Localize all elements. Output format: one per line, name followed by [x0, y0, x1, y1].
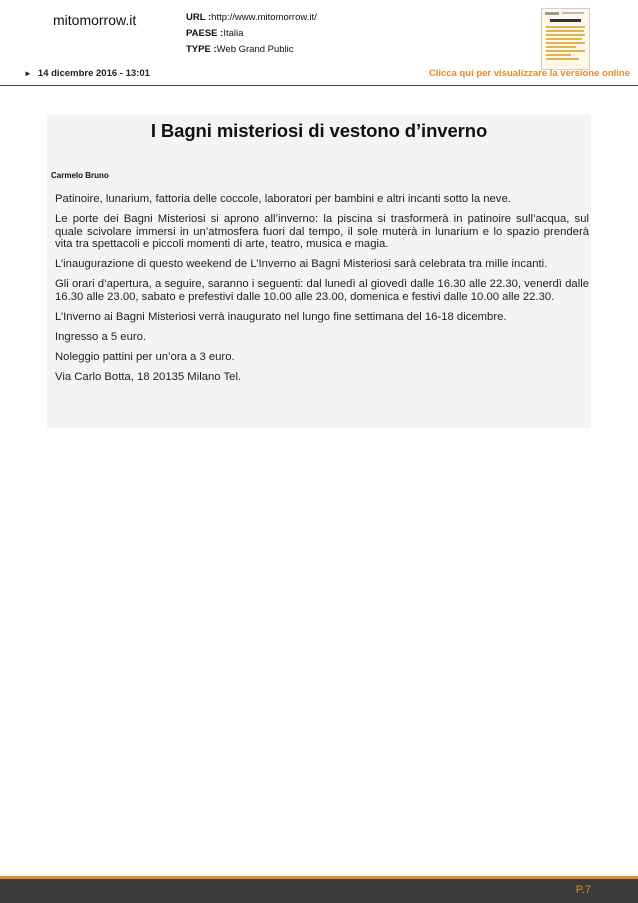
meta-country: [186, 26, 317, 42]
article-body: [55, 193, 589, 391]
meta-url-key: URL :: [186, 12, 212, 23]
meta-type-key: TYPE :: [186, 44, 217, 55]
header-divider: [0, 85, 638, 86]
thumbnail-line: [546, 30, 584, 32]
meta-country-key: PAESE :: [186, 28, 224, 39]
play-arrow-icon: ►: [24, 69, 32, 78]
thumbnail-line: [546, 26, 585, 28]
thumbnail-line: [546, 46, 576, 48]
article-paragraph: Gli orari d’apertura, a seguire, saranno i seguenti: dal lunedì al giovedì dalle 16.30 alle 22.30, venerdì dalle 16.30 alle 23.00, sabato e prefestivi dalle 10.00 alle 23.00, domenica e festivi dalle 10.00 alle 22.30.: [55, 278, 589, 303]
thumbnail-line: [546, 50, 585, 52]
article-paragraph: Via Carlo Botta, 18 20135 Milano Tel.: [55, 370, 242, 383]
source-name: mitomorrow.it: [53, 12, 137, 28]
article-paragraph: Noleggio pattini per un’ora a 3 euro.: [55, 350, 235, 363]
article-paragraph: L’inaugurazione di questo weekend de L’Inverno ai Bagni Misteriosi sarà celebrata tra mille incanti.: [55, 258, 548, 270]
thumbnail-line: [546, 38, 582, 40]
article-paragraph: L’Inverno ai Bagni Misteriosi verrà inaugurato nel lungo fine settimana del 16-18 dicembre.: [55, 310, 507, 323]
thumbnail-line: [546, 54, 571, 56]
thumbnail-header-line: [562, 12, 584, 14]
article-clipping: [47, 115, 591, 428]
thumbnail-line: [546, 42, 585, 44]
article-author: Carmelo Bruno: [51, 171, 109, 180]
meta-type-value: Web Grand Public: [216, 44, 294, 55]
article-paragraph: Ingresso a 5 euro.: [55, 330, 147, 343]
meta-block: [186, 10, 317, 58]
article-date: 14 dicembre 2016 - 13:01: [37, 68, 150, 79]
article-paragraph: Le porte dei Bagni Misteriosi si aprono all’inverno: la piscina si trasformerà in patinoire sull’acqua, sul quale scivolare immersi in un’atmosfera fuori dal tempo, il sole muterà in lunarium e lo spazio prenderà vita tra spettacoli e piccoli momenti di arte, teatro, musica e magia.: [55, 213, 589, 250]
article-title: I Bagni misteriosi di vestono d’inverno: [150, 120, 488, 141]
thumbnail-line: [546, 34, 585, 36]
thumbnail-title: [550, 19, 581, 22]
meta-country-value: Italia: [223, 28, 244, 39]
article-paragraph: Patinoire, lunarium, fattoria delle coccole, laboratori per bambini e altri incanti sotto la neve.: [55, 193, 511, 205]
meta-type: [186, 42, 317, 58]
thumbnail-logo: [545, 12, 559, 15]
meta-url: [186, 10, 317, 26]
page-footer: [0, 879, 638, 903]
online-version-link[interactable]: Clicca qui per visualizzare la versione online: [428, 68, 630, 79]
footer-accent-bar: [0, 876, 638, 879]
dateline: [24, 68, 150, 79]
thumbnail-line: [546, 58, 579, 60]
meta-url-value[interactable]: http://www.mitomorrow.it/: [211, 12, 317, 23]
page-thumbnail[interactable]: [541, 8, 590, 70]
page-number: P.7: [575, 884, 591, 896]
